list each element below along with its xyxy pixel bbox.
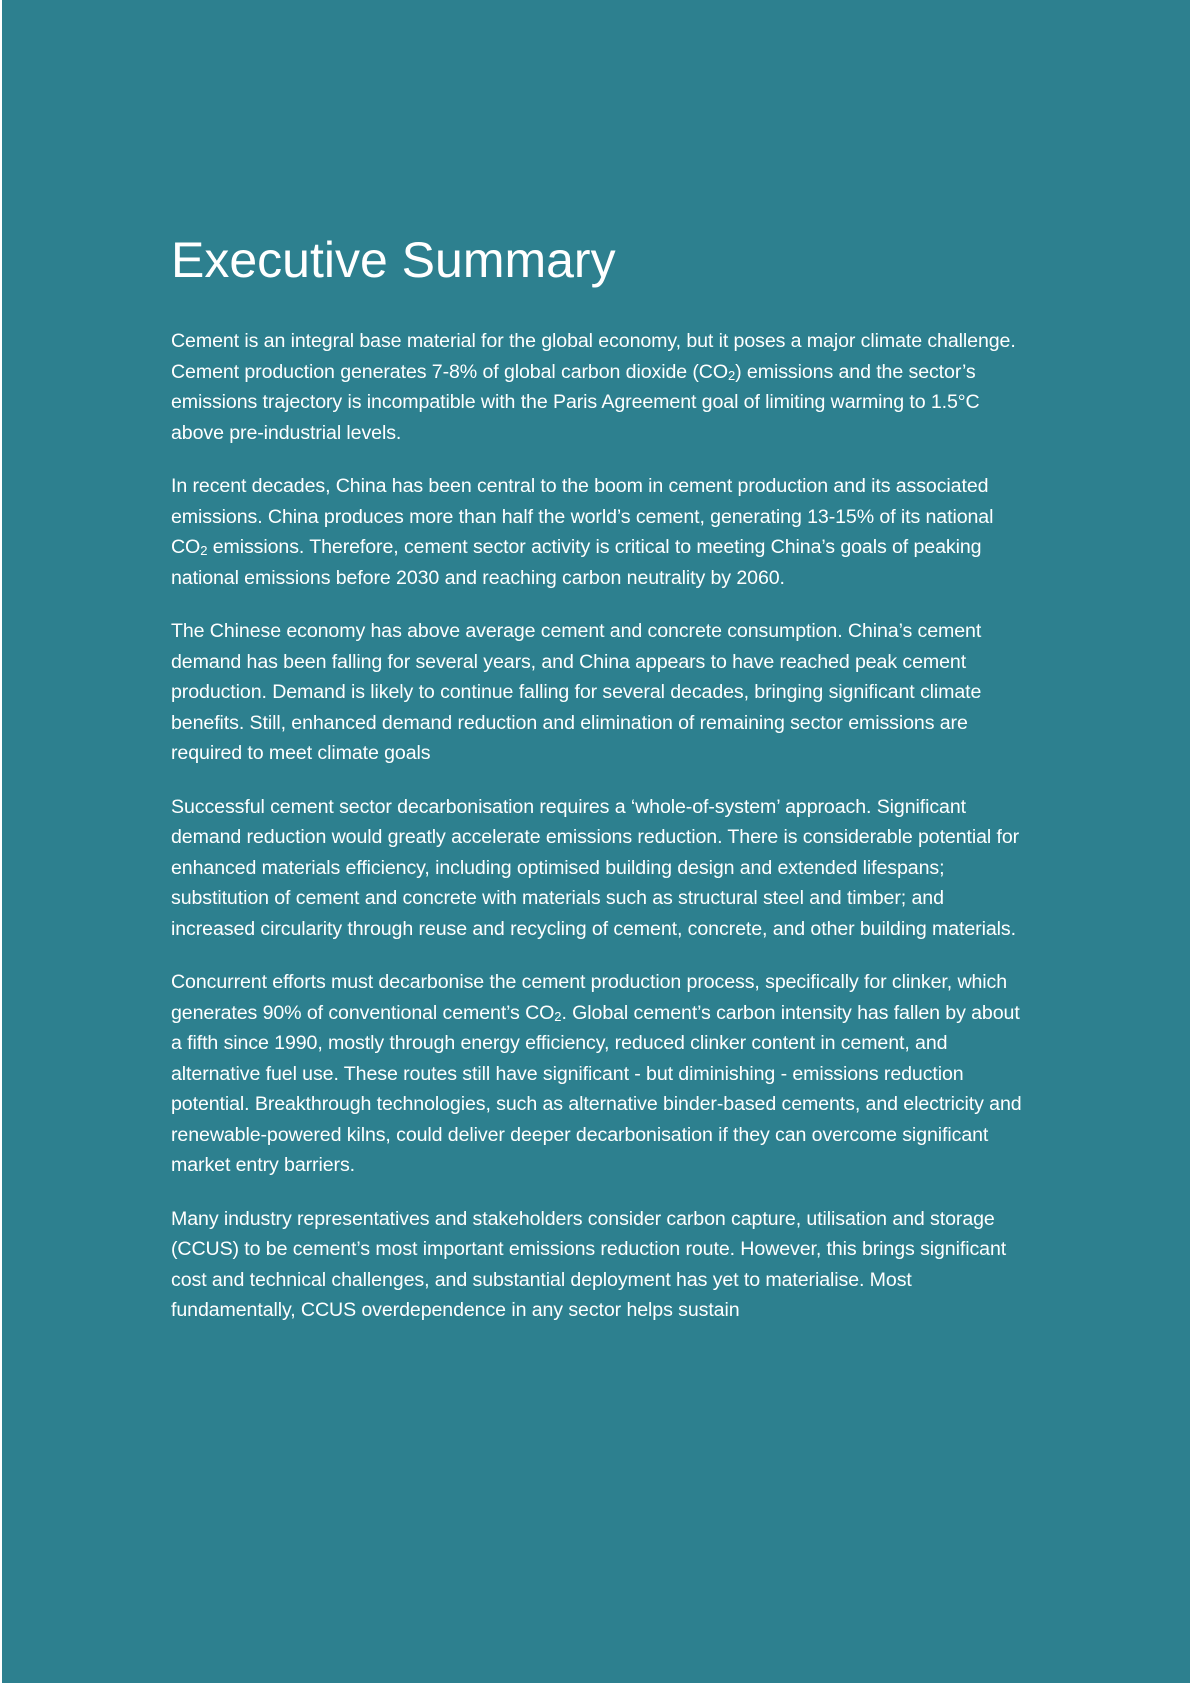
- page-title: Executive Summary: [171, 232, 616, 288]
- paragraph-2-text-b: emissions. Therefore, cement sector activity is critical to meeting China’s goals of peaking national emissions before 2030 and reaching carbon neutrality by 2060.: [171, 536, 982, 589]
- paragraph-1-text-a: Cement is an integral base material for the global economy, but it poses a major climate challenge. Cement production generates 7-8% of global carbon dioxide (CO: [171, 330, 1016, 383]
- co2-subscript: 2: [200, 543, 208, 558]
- paragraph-1-text-b: ) emissions and the sector’s emissions trajectory is incompatible with the Paris Agreement goal of limiting warming to 1.5°C above pre-industrial levels.: [171, 360, 980, 444]
- paragraph-6: Many industry representatives and stakeholders consider carbon capture, utilisation and storage (CCUS) to be cement’s most important emissions reduction route. However, this brings significant cost and technical challenges, and substantial deployment has yet to materialise. Most fundamentally, CCUS overdependence in any sector helps sustain: [171, 1207, 1007, 1321]
- paragraph-5-text-b: . Global cement’s carbon intensity has fallen by about a fifth since 1990, mostly through energy efficiency, reduced clinker content in cement, and alternative fuel use. These routes still have significant - but diminishing - emissions reduction potential. Breakthrough technologies, such as alternative binder-based cements, and electricity and renewable-powered kilns, could deliver deeper decarbonisation if they can overcome significant market entry barriers.: [171, 1001, 1022, 1176]
- paragraph-2-text-a: In recent decades, China has been central to the boom in cement production and its associated emissions. China produces more than half the world’s cement, generating 13-15% of its national CO: [171, 475, 994, 558]
- paragraph-4: Successful cement sector decarbonisation requires a ‘whole-of-system’ approach. Significant demand reduction would greatly accelerate emissions reduction. There is considerable potential for enhanced materials efficiency, including optimised building design and extended lifespans; substitution of cement and concrete with materials such as structural steel and timber; and increased circularity through reuse and recycling of cement, concrete, and other building materials.: [171, 795, 1020, 940]
- paragraph-3: The Chinese economy has above average cement and concrete consumption. China’s cement demand has been falling for several years, and China appears to have reached peak cement production. Demand is likely to continue falling for several decades, bringing significant climate benefits. Still, enhanced demand reduction and elimination of remaining sector emissions are required to meet climate goals: [171, 620, 982, 764]
- paragraph-5: [171, 967, 1033, 1181]
- page: [2, 0, 1190, 1683]
- co2-subscript: 2: [554, 1008, 562, 1024]
- paragraph-5-text-a: Concurrent efforts must decarbonise the cement production process, specifically for clinker, which generates 90% of conventional cement’s CO: [171, 971, 1008, 1024]
- paragraph-1: [171, 326, 1033, 448]
- executive-summary-section: [171, 230, 1033, 1349]
- paragraph-2: [171, 471, 1033, 593]
- co2-subscript: 2: [728, 367, 736, 383]
